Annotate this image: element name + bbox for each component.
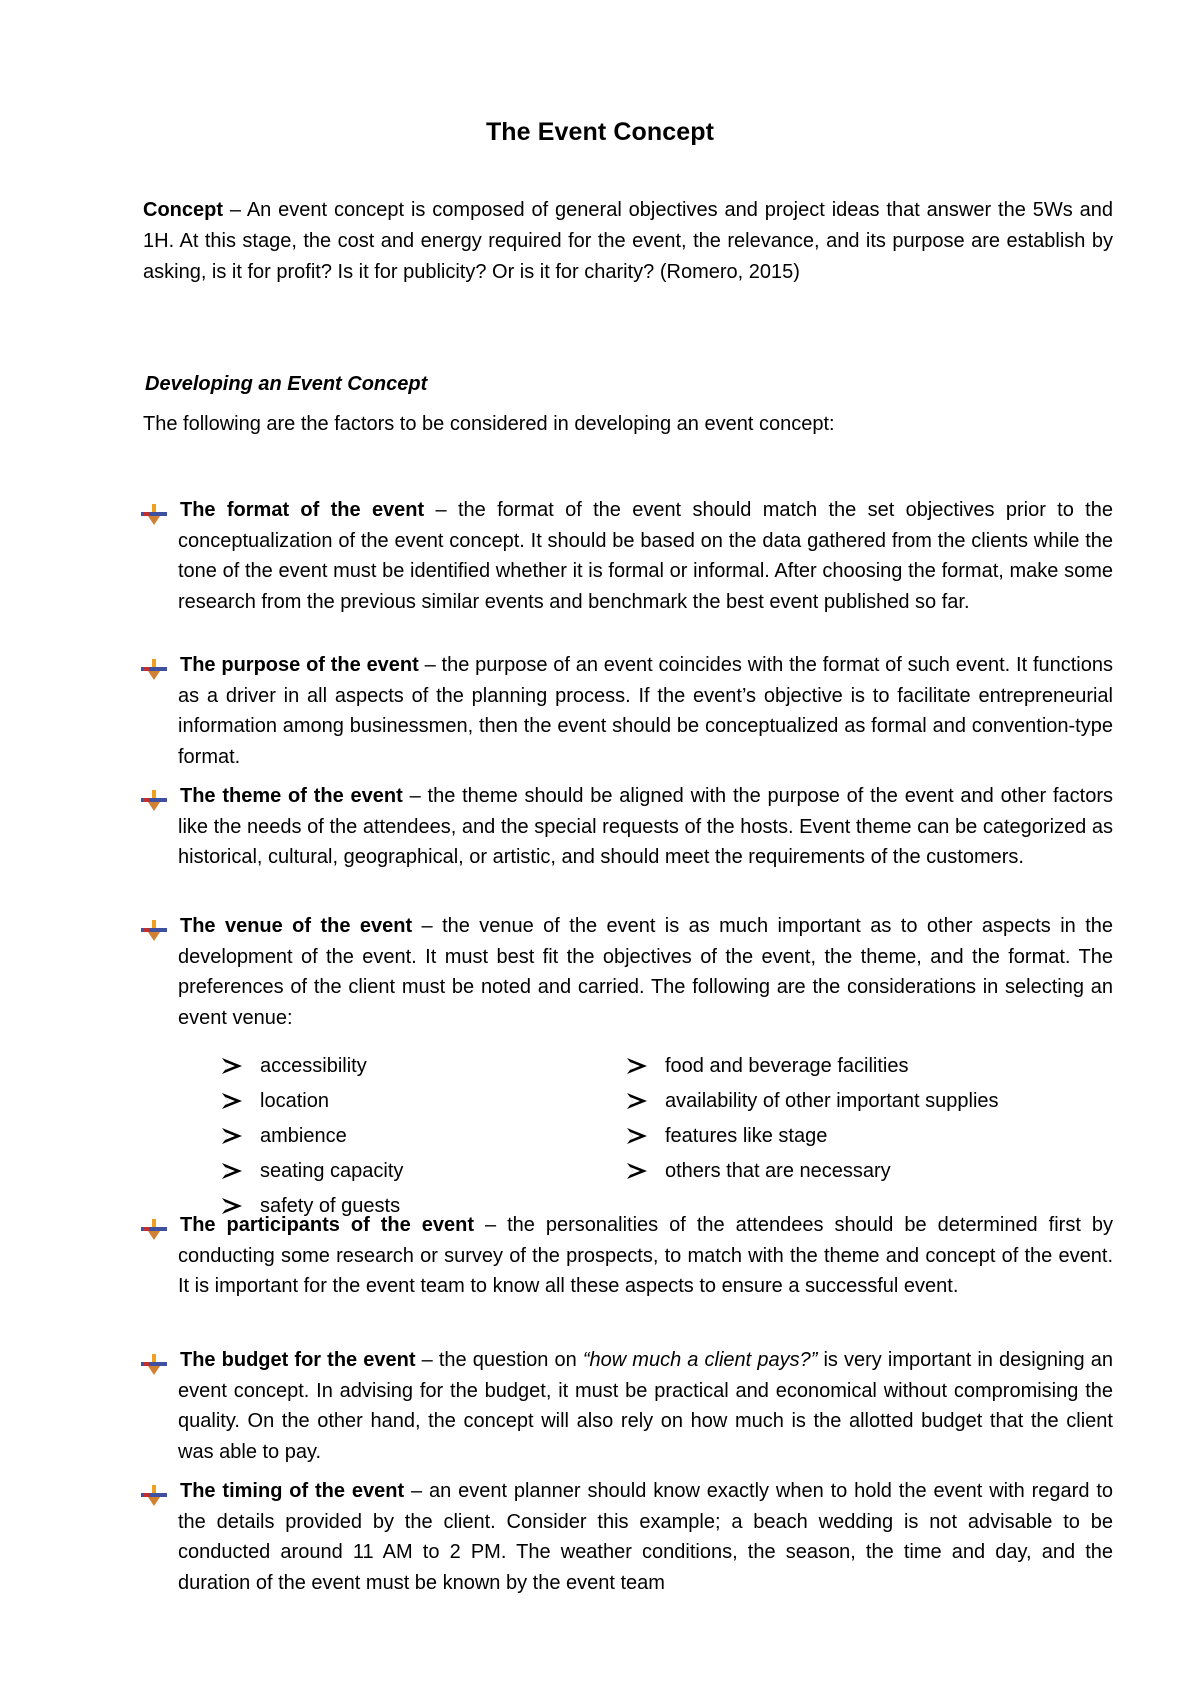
venue-list-right xyxy=(627,1049,999,1189)
list-item xyxy=(627,1084,999,1119)
factor-label: The budget for the event xyxy=(180,1349,416,1371)
intro-paragraph xyxy=(143,195,1113,288)
intro-text: – An event concept is composed of general objectives and project ideas that answer the 5Ws and 1H. At this stage, the cost and energy required for the event, the relevance, and its purpose are establish by asking, is it for profit? Is it for publicity? Or is it for charity? (Romero, 2015) xyxy=(143,199,1113,283)
down-arrow-bullet-icon xyxy=(141,1485,167,1507)
list-item xyxy=(627,1119,999,1154)
list-item xyxy=(222,1119,403,1154)
factor-text-after: is very important in designing an event concept. In advising for the budget, it must be practical and economical without compromising the quality. On the other hand, the concept will also rely on how much is the allotted budget that the client was able to pay. xyxy=(178,1349,1114,1463)
chevron-right-bullet-icon xyxy=(627,1093,647,1109)
list-item xyxy=(222,1154,403,1189)
venue-item-label: features like stage xyxy=(665,1125,828,1147)
chevron-right-bullet-icon xyxy=(222,1058,242,1074)
list-item xyxy=(627,1049,999,1084)
venue-item-label: ambience xyxy=(260,1125,347,1147)
factor-label: The purpose of the event xyxy=(180,654,419,676)
factor-label: The venue of the event xyxy=(180,915,413,937)
venue-item-label: availability of other important supplies xyxy=(665,1090,999,1112)
venue-item-label: safety of guests xyxy=(260,1195,401,1217)
down-arrow-bullet-icon xyxy=(141,920,167,942)
factor-format xyxy=(178,495,1113,617)
factor-label: The timing of the event xyxy=(180,1480,405,1502)
down-arrow-bullet-icon xyxy=(141,1354,167,1376)
chevron-right-bullet-icon xyxy=(627,1128,647,1144)
chevron-right-bullet-icon xyxy=(627,1058,647,1074)
factor-text: – an event planner should know exactly when to hold the event with regard to the details provided by the client. Consider this example; a beach wedding is not advisable to be conducted around 11 AM to 2 PM. The weather conditions, the season, the time and day, and the duration of the event must be known by the event team xyxy=(178,1480,1114,1594)
list-item xyxy=(222,1049,403,1084)
factor-participants xyxy=(178,1210,1113,1302)
list-item xyxy=(627,1154,999,1189)
chevron-right-bullet-icon xyxy=(222,1093,242,1109)
section-lead: The following are the factors to be considered in developing an event concept: xyxy=(143,413,835,435)
chevron-right-bullet-icon xyxy=(627,1163,647,1179)
factor-label: The format of the event xyxy=(180,499,425,521)
factor-text: – the theme should be aligned with the purpose of the event and other factors like the needs of the attendees, and the special requests of the hosts. Event theme can be categorized as historical, cultural, geographical, or artistic, and should meet the requirements of the customers. xyxy=(178,785,1114,868)
down-arrow-bullet-icon xyxy=(141,790,167,812)
down-arrow-bullet-icon xyxy=(141,1219,167,1241)
chevron-right-bullet-icon xyxy=(222,1128,242,1144)
venue-list-left xyxy=(222,1049,403,1224)
factor-purpose xyxy=(178,650,1113,772)
down-arrow-bullet-icon xyxy=(141,659,167,681)
factor-text-before: – the question on xyxy=(415,1349,583,1371)
chevron-right-bullet-icon xyxy=(222,1163,242,1179)
venue-item-label: accessibility xyxy=(260,1055,367,1077)
document-title: The Event Concept xyxy=(485,118,715,146)
factor-budget xyxy=(178,1345,1113,1467)
venue-item-label: others that are necessary xyxy=(665,1160,891,1182)
factor-text: – the personalities of the attendees should be determined first by conducting some research or survey of the prospects, to match with the theme and concept of the event. It is important for the event team to know all these aspects to ensure a successful event. xyxy=(178,1214,1114,1297)
factor-text: – the format of the event should match the set objectives prior to the conceptualization of the event concept. It should be based on the data gathered from the clients while the tone of the event must be identified whether it is formal or informal. After choosing the format, make some research from the previous similar events and benchmark the best event published so far. xyxy=(178,499,1113,613)
factor-timing xyxy=(178,1476,1113,1598)
factor-label: The participants of the event xyxy=(180,1214,474,1236)
venue-item-label: food and beverage facilities xyxy=(665,1055,909,1077)
factor-venue xyxy=(178,911,1113,1033)
factor-label: The theme of the event xyxy=(180,785,403,807)
factor-text: – the venue of the event is as much important as to other aspects in the development of the event. It must best fit the objectives of the event, the theme, and the format. The preferences of the client must be noted and carried. The following are the considerations in selecting an event venue: xyxy=(178,915,1113,1029)
factor-quote: “how much a client pays?” xyxy=(582,1349,818,1371)
section-heading: Developing an Event Concept xyxy=(145,373,428,395)
down-arrow-bullet-icon xyxy=(141,504,167,526)
list-item xyxy=(222,1084,403,1119)
venue-item-label: seating capacity xyxy=(260,1160,404,1182)
venue-item-label: location xyxy=(260,1090,329,1112)
factor-theme xyxy=(178,781,1113,873)
factor-text: – the purpose of an event coincides with the format of such event. It functions as a driver in all aspects of the planning process. If the event’s objective is to facilitate entrepreneurial information among businessmen, then the event should be conceptualized as formal and convention-type format. xyxy=(178,654,1113,768)
intro-term: Concept xyxy=(143,199,223,221)
